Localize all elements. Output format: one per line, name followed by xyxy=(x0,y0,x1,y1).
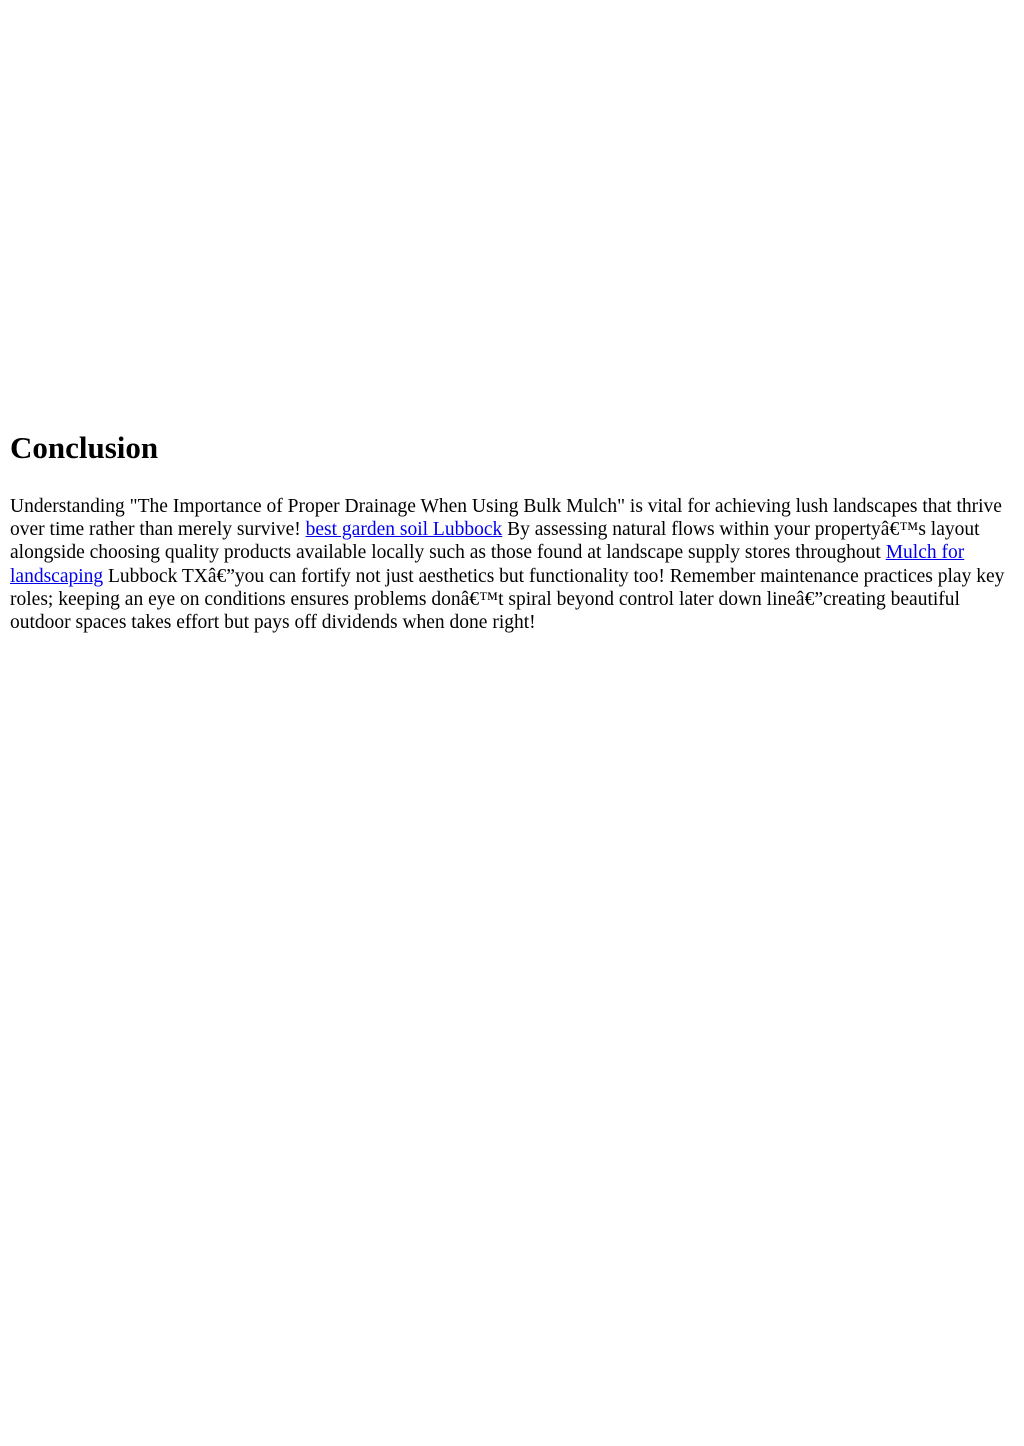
section-heading: Conclusion xyxy=(10,430,159,465)
paragraph-text-2: By assessing natural flows within your propertyâ€™s layout alongside choosing quality products available locally such as those found at landscape supply stores throughout xyxy=(10,519,980,564)
paragraph-text-3: Lubbock TXâ€”you can fortify not just aesthetics but functionality too! Remember maintenance practices play key roles; keeping an eye on conditions ensures problems donâ€™t spiral beyond control later down lineâ€”creating beautiful outdoor spaces takes effort but pays off dividends when done right! xyxy=(10,565,1005,634)
mulch-for-landscaping-link[interactable]: Mulch for landscaping xyxy=(10,542,965,587)
best-garden-soil-link[interactable]: best garden soil Lubbock xyxy=(305,519,503,541)
paragraph-text-1: Understanding "The Importance of Proper Drainage When Using Bulk Mulch" is vital for achieving lush landscapes that thrive over time rather than merely survive! xyxy=(10,496,1002,541)
article-content xyxy=(10,428,1014,634)
conclusion-paragraph xyxy=(10,495,1014,634)
